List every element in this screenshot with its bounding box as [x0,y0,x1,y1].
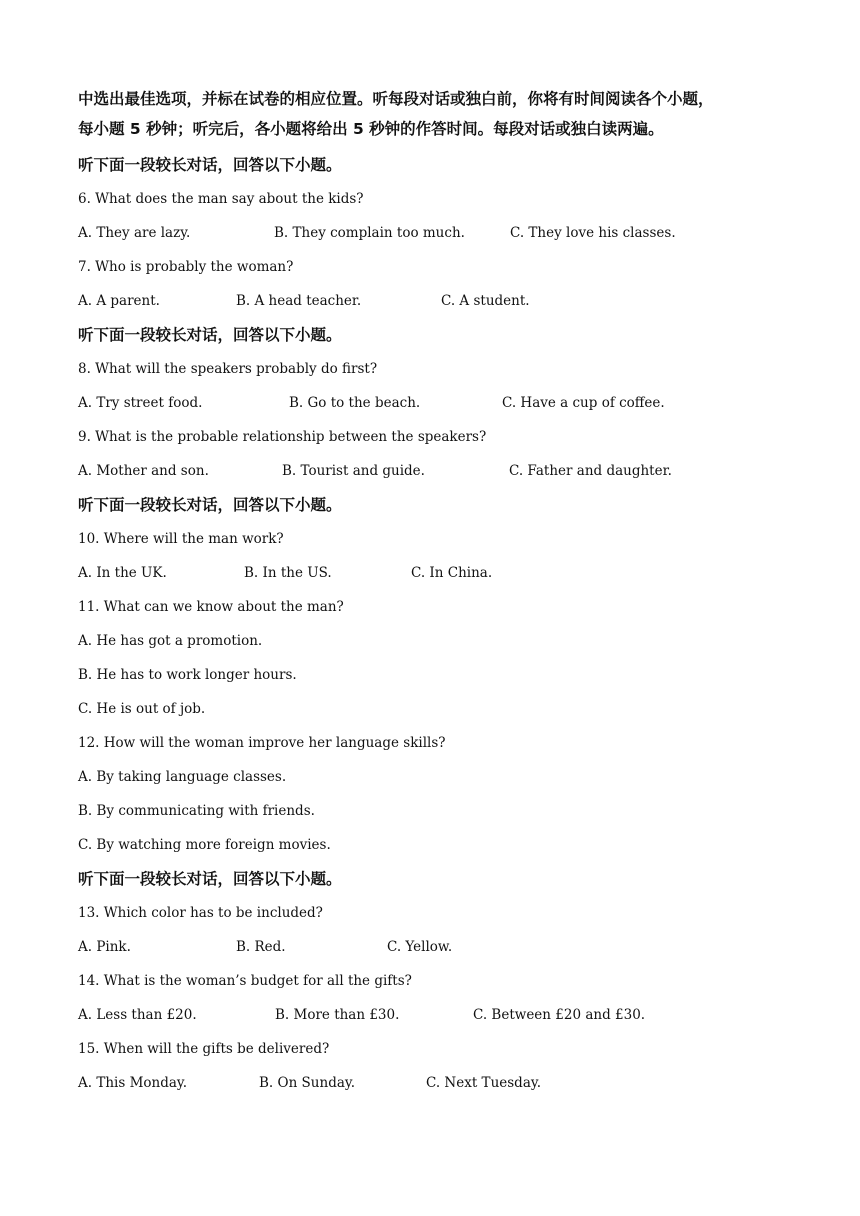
question-14: 14. What is the woman’s budget for all the gifts? [78,973,412,989]
section-heading: 听下面一段较长对话，回答以下小题。 [78,156,342,174]
option-c: C. In China. [411,565,493,581]
question-9: 9. What is the probable relationship between the speakers? [78,429,487,445]
option-a: A. Mother and son. [78,463,209,479]
option-b: B. A head teacher. [236,293,362,309]
question-11-option-b: B. He has to work longer hours. [78,667,297,683]
option-a: A. Pink. [78,939,131,955]
section-heading: 听下面一段较长对话，回答以下小题。 [78,326,342,344]
option-c: C. Have a cup of coffee. [502,395,665,411]
question-12-option-a: A. By taking language classes. [78,769,287,785]
exam-page [78,84,798,1100]
option-a: A. A parent. [78,293,160,309]
question-15-options [78,1066,798,1100]
section-heading: 听下面一段较长对话，回答以下小题。 [78,870,342,888]
question-6-options [78,216,798,250]
instructions-line-1: 中选出最佳选项，并标在试卷的相应位置。听每段对话或独白前，你将有时间阅读各个小题， [78,90,714,108]
option-b: B. In the US. [244,565,332,581]
section-heading: 听下面一段较长对话，回答以下小题。 [78,496,342,514]
question-12-option-c: C. By watching more foreign movies. [78,837,331,853]
option-c: C. They love his classes. [510,225,676,241]
question-15: 15. When will the gifts be delivered? [78,1041,330,1057]
option-a: A. Try street food. [78,395,203,411]
question-8: 8. What will the speakers probably do first? [78,361,378,377]
option-b: B. Red. [236,939,286,955]
option-a: A. Less than £20. [78,1007,197,1023]
option-a: A. In the UK. [78,565,167,581]
question-9-options [78,454,798,488]
question-11: 11. What can we know about the man? [78,599,344,615]
question-12-option-b: B. By communicating with friends. [78,803,315,819]
question-14-options [78,998,798,1032]
option-c: C. Between £20 and £30. [473,1007,646,1023]
question-13: 13. Which color has to be included? [78,905,323,921]
question-12: 12. How will the woman improve her language skills? [78,735,446,751]
instructions-line-2: 每小题 5 秒钟；听完后，各小题将给出 5 秒钟的作答时间。每段对话或独白读两遍。 [78,120,664,138]
question-6: 6. What does the man say about the kids? [78,191,364,207]
question-11-option-c: C. He is out of job. [78,701,206,717]
option-c: C. Father and daughter. [509,463,672,479]
question-10: 10. Where will the man work? [78,531,284,547]
option-c: C. Next Tuesday. [426,1075,541,1091]
option-b: B. More than £30. [275,1007,400,1023]
question-11-option-a: A. He has got a promotion. [78,633,263,649]
option-c: C. Yellow. [387,939,453,955]
option-c: C. A student. [441,293,530,309]
option-a: A. They are lazy. [78,225,191,241]
option-b: B. They complain too much. [274,225,465,241]
option-a: A. This Monday. [78,1075,188,1091]
question-7: 7. Who is probably the woman? [78,259,294,275]
option-b: B. Go to the beach. [289,395,421,411]
question-7-options [78,284,798,318]
question-10-options [78,556,798,590]
question-8-options [78,386,798,420]
instructions [78,84,798,144]
option-b: B. Tourist and guide. [282,463,425,479]
question-13-options [78,930,798,964]
option-b: B. On Sunday. [259,1075,356,1091]
